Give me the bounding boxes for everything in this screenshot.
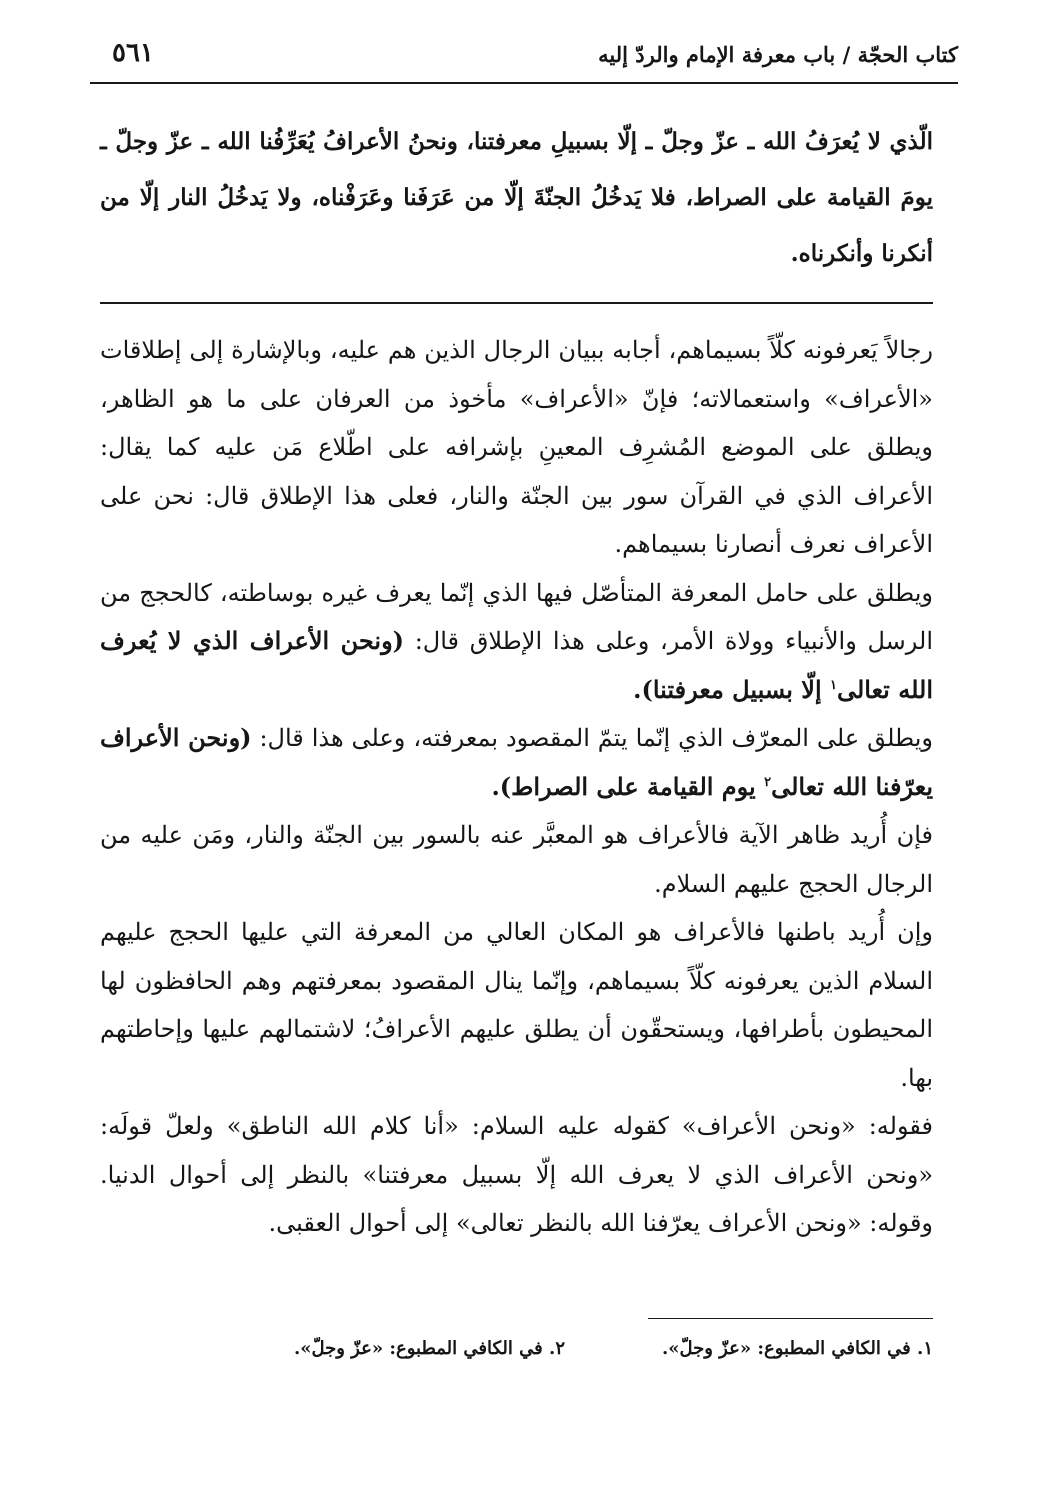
separator-rule [100, 302, 933, 304]
commentary-paragraph-5: وإن أُريد باطنها فالأعراف هو المكان العالي من المعرفة التي عليها الحجج عليهم السلام الذين يعرفونه كلّاً بسيماهم، وإنّما ينال المقصود بمعرفتهم وهم الحافظون لها المحيطون بأطرافها، ويستحقّون أن يطلق عليهم الأعرافُ؛ لاشتمالهم عليها وإحاطتهم بها. [100, 918, 934, 1092]
footnotes [100, 1338, 933, 1378]
chapter-title: كتاب الحجّة / باب معرفة الإمام والردّ إليه [598, 42, 958, 67]
commentary-paragraph-4: فإن أُريد ظاهر الآية فالأعراف هو المعبَّر عنه بالسور بين الجنّة والنار، ومَن عليه من الرجال الحجج عليهم السلام. [100, 821, 933, 898]
commentary-paragraph-2 [100, 569, 933, 715]
footnote-2: ٢. في الكافي المطبوع: «عزّ وجلّ». [293, 1338, 565, 1359]
commentary-paragraph-3 [100, 714, 933, 811]
footnote-1: ١. في الكافي المطبوع: «عزّ وجلّ». [661, 1338, 933, 1359]
commentary-paragraph-1: رجالاً يَعرفونه كلّاً بسيماهم، أجابه ببيان الرجال الذين هم عليه، وبالإشارة إلى إطلاقات «الأعراف» واستعمالاته؛ فإنّ «الأعراف» مأخوذ من العرفان على ما هو الظاهر، ويطلق على الموضع المُشرِف المعينِ بإشرافه على اطّلاع مَن عليه كما يقال: الأعراف الذي في القرآن سور بين الجنّة والنار، فعلى هذا الإطلاق قال: نحن على الأعراف نعرف أنصارنا بسيماهم. [100, 336, 933, 558]
bold-quote: يوم القيامة على الصراط). [491, 771, 765, 801]
bold-quote: إلّا بسبيل معرفتنا). [633, 674, 830, 704]
footnote-marker-1: ١ [829, 677, 837, 693]
commentary-paragraph-6: فقوله: «ونحن الأعراف» كقوله عليه السلام: «أنا كلام الله الناطق» ولعلّ قولَه: «ونحن الأعراف الذي لا يعرف الله إلّا بسبيل معرفتنا» بالنظر إلى أحوال الدنيا. وقوله: «ونحن الأعراف يعرّفنا الله بالنظر تعالى» إلى أحوال العقبى. [100, 1112, 933, 1237]
footnote-marker-2: ٢ [764, 774, 772, 790]
paragraph-text: ويطلق على حامل المعرفة المتأصّل فيها الذي إنّما يعرف غيره بوساطته، كالحجج من الرسل والأنبياء وولاة الأمر، وعلى هذا الإطلاق قال: [100, 578, 934, 655]
hadith-quote: الّذي لا يُعرَفُ الله ـ عزّ وجلّ ـ إلّا بسبيلِ معرفتنا، ونحنُ الأعرافُ يُعَرِّفُنا الله ـ عزّ وجلّ ـ يومَ القيامة على الصراط، فلا يَدخُلُ الجنّةَ إلّا من عَرَفَنا وعَرَفْناه، ولا يَدخُلُ النار إلّا من أنكرنا وأنكرناه. [100, 128, 933, 267]
paragraph-text: ويطلق على المعرّف الذي إنّما يتمّ المقصود بمعرفته، وعلى هذا قال: [251, 724, 933, 752]
bold-quote: (ونحن الأعراف الذي لا يُعرف الله تعالى [100, 626, 933, 704]
page-number: ٥٦١ [112, 38, 154, 68]
commentary-body [100, 326, 933, 1248]
bold-quote: (ونحن الأعراف يعرّفنا الله تعالى [100, 723, 933, 801]
running-header [90, 38, 958, 84]
footnote-rule [648, 1318, 933, 1319]
